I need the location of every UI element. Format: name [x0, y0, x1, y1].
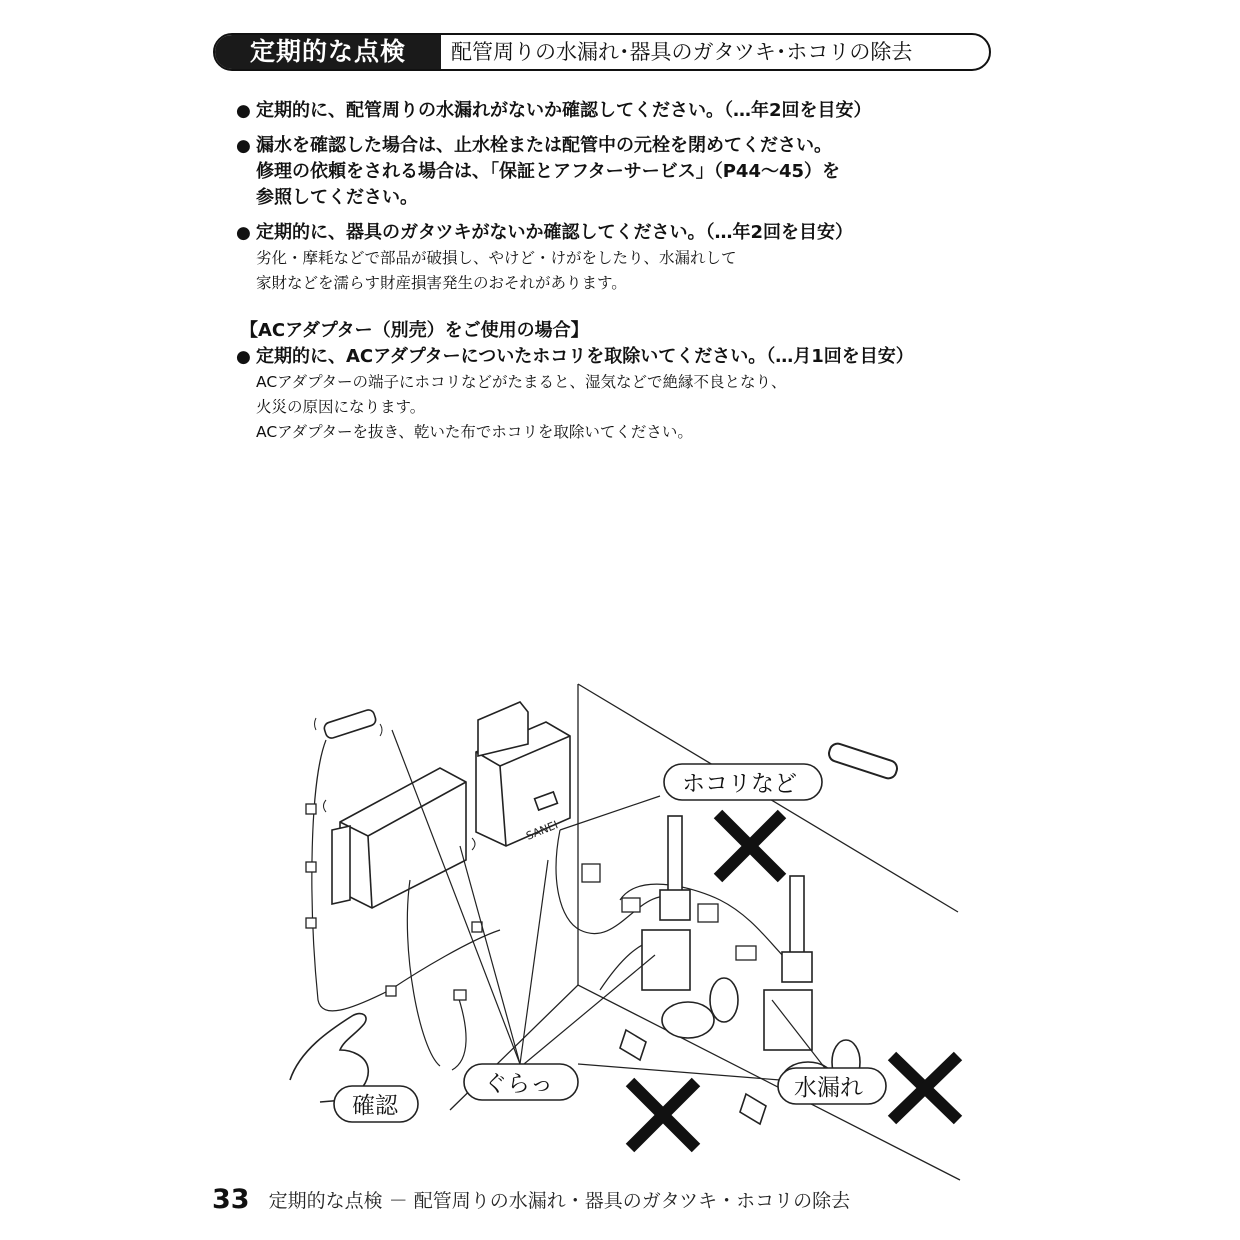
label-leak-text: 水漏れ	[794, 1075, 863, 1101]
x-mark-icon	[892, 1056, 958, 1120]
label-leak	[778, 1068, 886, 1104]
bullet-note: 家財などを濡らす財産損害発生のおそれがあります。	[256, 274, 627, 292]
label-wobble	[464, 1064, 578, 1100]
bullet-mark: ●	[236, 223, 251, 243]
bullet-note: ACアダプターの端子にホコリなどがたまると、湿気などで絶縁不良となり、	[256, 373, 787, 391]
label-wobble-text: ぐらっ	[484, 1071, 553, 1097]
bullet-note: ACアダプターを抜き、乾いた布でホコリを取除いてください。	[256, 423, 693, 441]
section-title: 配管周りの水漏れ･器具のガタツキ･ホコリの除去	[451, 40, 913, 64]
bullet-text-line: 参照してください。	[256, 187, 418, 208]
label-dust	[664, 764, 822, 800]
footer-title: 定期的な点検 － 配管周りの水漏れ・器具のガタツキ・ホコリの除去	[268, 1190, 851, 1212]
ac-adapter-heading: 【ACアダプター（別売）をご使用の場合】	[240, 320, 589, 341]
brand-label: SANEI	[524, 818, 560, 843]
label-check	[334, 1086, 418, 1122]
bullet-note: 火災の原因になります。	[256, 398, 426, 416]
bullet-mark: ●	[236, 347, 251, 367]
dust-pad-icon	[827, 742, 899, 781]
bullet-text: 漏水を確認した場合は、止水栓または配管中の元栓を閉めてください。	[256, 135, 832, 156]
page-number: 33	[212, 1184, 250, 1215]
page-footer	[212, 1184, 850, 1215]
bullet-mark: ●	[236, 101, 251, 121]
bullet-note: 劣化・摩耗などで部品が破損し、やけど・けがをしたり、水漏れして	[256, 249, 737, 267]
bullet-text: 定期的に、器具のガタツキがないか確認してください。（…年2回を目安）	[256, 222, 853, 243]
bullet-text-line: 修理の依頼をされる場合は、「保証とアフターサービス」（P44〜45）を	[256, 161, 841, 182]
bullet-text: 定期的に、ACアダプターについたホコリを取除いてください。（…月1回を目安）	[256, 346, 914, 367]
label-check-text: 確認	[352, 1093, 398, 1119]
bullet-text: 定期的に、配管周りの水漏れがないか確認してください。（…年2回を目安）	[256, 100, 872, 121]
x-mark-icon	[718, 814, 782, 878]
section-tag: 定期的な点検	[215, 35, 441, 69]
control-box	[332, 768, 466, 908]
sensor-unit	[323, 708, 377, 739]
valve-left	[620, 816, 738, 1060]
bullet-mark: ●	[236, 136, 251, 156]
x-mark-icon	[630, 1082, 696, 1148]
label-dust-text: ホコリなど	[682, 771, 797, 797]
